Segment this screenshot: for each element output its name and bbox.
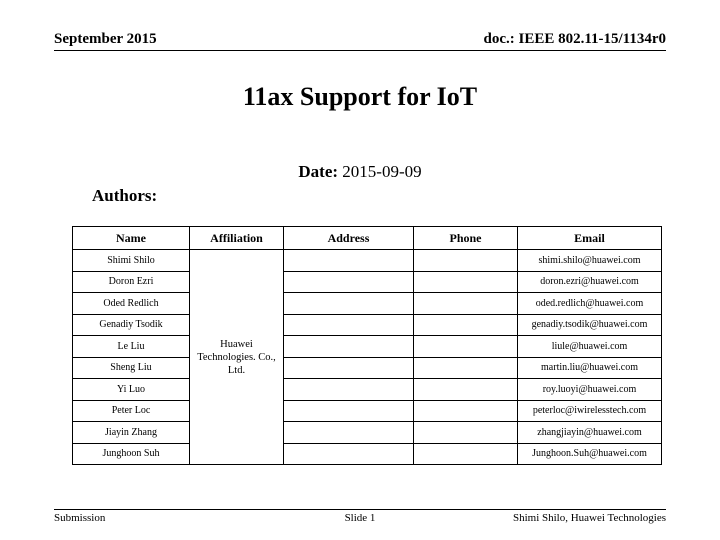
author-email: liule@huawei.com — [518, 336, 662, 358]
author-phone — [414, 357, 518, 379]
author-address — [284, 443, 414, 465]
author-phone — [414, 422, 518, 444]
author-email: zhangjiayin@huawei.com — [518, 422, 662, 444]
footer-slide-number: Slide 1 — [344, 512, 376, 524]
author-name: Doron Ezri — [73, 271, 190, 293]
author-phone — [414, 271, 518, 293]
author-phone — [414, 379, 518, 401]
col-header-email: Email — [518, 227, 662, 250]
author-email: roy.luoyi@huawei.com — [518, 379, 662, 401]
table-row — [73, 250, 662, 272]
table-row — [73, 379, 662, 401]
author-name: Shimi Shilo — [73, 250, 190, 272]
col-header-address: Address — [284, 227, 414, 250]
author-address — [284, 271, 414, 293]
table-row — [73, 336, 662, 358]
author-address — [284, 336, 414, 358]
table-row — [73, 314, 662, 336]
table-row — [73, 271, 662, 293]
author-name: Junghoon Suh — [73, 443, 190, 465]
author-phone — [414, 293, 518, 315]
author-affiliation: Huawei Technologies. Co., Ltd. — [190, 250, 284, 465]
author-address — [284, 379, 414, 401]
header-date: September 2015 — [54, 31, 157, 47]
author-phone — [414, 400, 518, 422]
table-header-row — [73, 227, 662, 250]
author-email: doron.ezri@huawei.com — [518, 271, 662, 293]
author-phone — [414, 336, 518, 358]
col-header-phone: Phone — [414, 227, 518, 250]
author-name: Le Liu — [73, 336, 190, 358]
author-address — [284, 293, 414, 315]
table-row — [73, 400, 662, 422]
author-name: Peter Loc — [73, 400, 190, 422]
author-address — [284, 250, 414, 272]
author-phone — [414, 443, 518, 465]
date-label: Date: — [298, 162, 339, 181]
authors-label: Authors: — [92, 186, 158, 205]
author-name: Yi Luo — [73, 379, 190, 401]
header-doc-id: doc.: IEEE 802.11-15/1134r0 — [483, 31, 666, 47]
author-name: Sheng Liu — [73, 357, 190, 379]
author-address — [284, 357, 414, 379]
footer-submission: Submission — [54, 512, 106, 524]
footer-rule — [54, 509, 666, 510]
author-email: shimi.shilo@huawei.com — [518, 250, 662, 272]
author-email: genadiy.tsodik@huawei.com — [518, 314, 662, 336]
slide-title: 11ax Support for IoT — [242, 82, 478, 111]
author-name: Jiayin Zhang — [73, 422, 190, 444]
date-value: 2015-09-09 — [342, 162, 422, 181]
table-row — [73, 443, 662, 465]
table-row — [73, 293, 662, 315]
authors-table — [72, 226, 662, 465]
author-email: Junghoon.Suh@huawei.com — [518, 443, 662, 465]
col-header-affiliation: Affiliation — [190, 227, 284, 250]
header-rule — [54, 50, 666, 51]
author-phone — [414, 250, 518, 272]
author-email: peterloc@iwirelesstech.com — [518, 400, 662, 422]
author-email: martin.liu@huawei.com — [518, 357, 662, 379]
date-line — [0, 162, 720, 182]
author-name: Oded Redlich — [73, 293, 190, 315]
table-row — [73, 422, 662, 444]
author-address — [284, 400, 414, 422]
table-row — [73, 357, 662, 379]
col-header-name: Name — [73, 227, 190, 250]
author-email: oded.redlich@huawei.com — [518, 293, 662, 315]
author-phone — [414, 314, 518, 336]
footer-author: Shimi Shilo, Huawei Technologies — [512, 512, 666, 524]
author-address — [284, 422, 414, 444]
author-name: Genadiy Tsodik — [73, 314, 190, 336]
author-address — [284, 314, 414, 336]
